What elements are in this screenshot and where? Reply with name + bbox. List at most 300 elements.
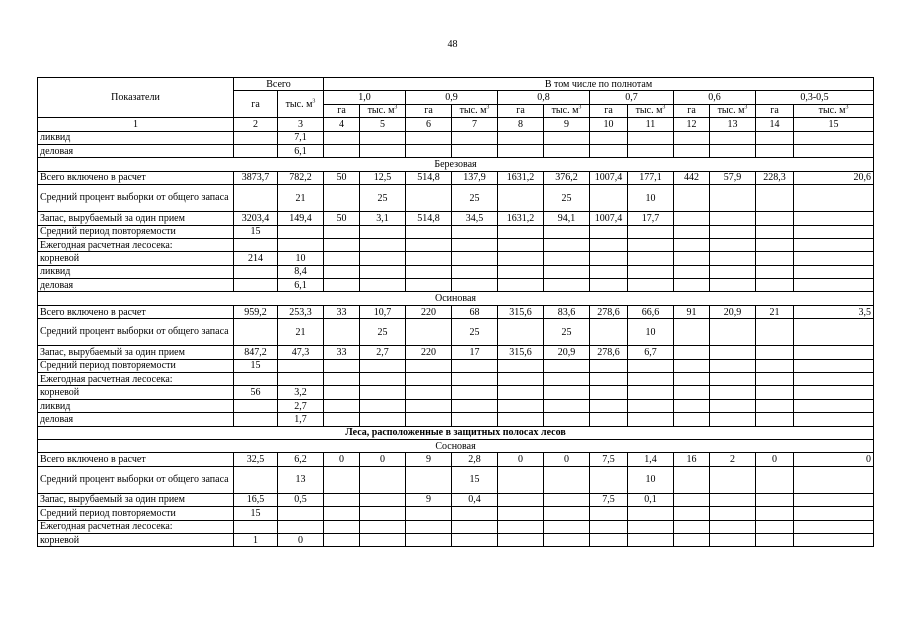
- table-row: [38, 493, 874, 506]
- row-label: деловая: [38, 144, 234, 157]
- row-label: Ежегодная расчетная лесосека:: [38, 238, 234, 251]
- table-cell: 7,5: [590, 493, 628, 506]
- table-cell: 34,5: [452, 212, 498, 225]
- table-cell: [360, 359, 406, 372]
- unit-ha: га: [406, 104, 452, 117]
- table-cell: [324, 238, 360, 251]
- table-cell: 16: [674, 453, 710, 466]
- table-row: [38, 453, 874, 466]
- table-cell: [590, 466, 628, 493]
- table-cell: 21: [278, 185, 324, 212]
- table-cell: [794, 252, 874, 265]
- table-cell: [360, 520, 406, 533]
- header-total-ha: га: [234, 91, 278, 118]
- row-label: Средний процент выборки от общего запаса: [38, 466, 234, 493]
- table-cell: 15: [234, 225, 278, 238]
- table-cell: 0: [544, 453, 590, 466]
- table-cell: [406, 265, 452, 278]
- table-cell: [710, 225, 756, 238]
- table-cell: [794, 319, 874, 346]
- table-cell: [710, 279, 756, 292]
- table-cell: [794, 131, 874, 144]
- table-cell: 10: [628, 185, 674, 212]
- table-cell: 0,4: [452, 493, 498, 506]
- table-cell: [710, 252, 756, 265]
- table-cell: [794, 185, 874, 212]
- table-cell: [360, 386, 406, 399]
- table-cell: 20,9: [710, 305, 756, 318]
- table-cell: [756, 399, 794, 412]
- table-row: [38, 319, 874, 346]
- table-cell: [498, 493, 544, 506]
- table-cell: [234, 399, 278, 412]
- table-cell: 782,2: [278, 171, 324, 184]
- table-cell: [710, 466, 756, 493]
- table-cell: 94,1: [544, 212, 590, 225]
- table-cell: [794, 507, 874, 520]
- table-cell: 6,1: [278, 144, 324, 157]
- table-cell: [794, 533, 874, 546]
- table-cell: [324, 466, 360, 493]
- table-cell: 33: [324, 346, 360, 359]
- header-density-0-8: 0,8: [498, 91, 590, 104]
- table-cell: [628, 386, 674, 399]
- table-cell: [710, 319, 756, 346]
- table-cell: [756, 279, 794, 292]
- table-cell: [794, 144, 874, 157]
- table-cell: [324, 399, 360, 412]
- table-cell: [406, 225, 452, 238]
- table-cell: 32,5: [234, 453, 278, 466]
- table-cell: [324, 533, 360, 546]
- table-cell: [674, 265, 710, 278]
- table-cell: [360, 493, 406, 506]
- table-cell: [710, 265, 756, 278]
- table-cell: [756, 359, 794, 372]
- table-row: [38, 533, 874, 546]
- page-number: 48: [447, 39, 458, 50]
- table-cell: 20,9: [544, 346, 590, 359]
- table-cell: 0: [756, 453, 794, 466]
- column-number: 1: [38, 118, 234, 131]
- table-cell: [544, 399, 590, 412]
- table-cell: 21: [278, 319, 324, 346]
- table-row: [38, 386, 874, 399]
- header-density-0-9: 0,9: [406, 91, 498, 104]
- row-label: корневой: [38, 386, 234, 399]
- table-cell: 6,7: [628, 346, 674, 359]
- column-number: 4: [324, 118, 360, 131]
- table-cell: [674, 185, 710, 212]
- table-cell: [590, 507, 628, 520]
- table-cell: 15: [234, 507, 278, 520]
- table-cell: [406, 252, 452, 265]
- table-cell: 3203,4: [234, 212, 278, 225]
- table-cell: 10,7: [360, 305, 406, 318]
- table-cell: [360, 238, 406, 251]
- table-cell: [794, 493, 874, 506]
- column-number: 14: [756, 118, 794, 131]
- table-cell: [234, 319, 278, 346]
- column-number: 12: [674, 118, 710, 131]
- table-cell: [544, 225, 590, 238]
- table-cell: 25: [452, 185, 498, 212]
- table-cell: 177,1: [628, 171, 674, 184]
- table-cell: [590, 373, 628, 386]
- table-cell: 16,5: [234, 493, 278, 506]
- table-cell: [628, 359, 674, 372]
- table-cell: [452, 533, 498, 546]
- table-cell: 2,7: [360, 346, 406, 359]
- table-row: [38, 466, 874, 493]
- table-row: [38, 520, 874, 533]
- column-number: 9: [544, 118, 590, 131]
- table-cell: [590, 252, 628, 265]
- column-number: 13: [710, 118, 756, 131]
- table-cell: [674, 507, 710, 520]
- table-cell: 0: [794, 453, 874, 466]
- table-cell: [756, 466, 794, 493]
- table-row: [38, 305, 874, 318]
- table-cell: [498, 386, 544, 399]
- row-label: Всего включено в расчет: [38, 453, 234, 466]
- table-cell: [628, 131, 674, 144]
- table-cell: [324, 413, 360, 426]
- allowable-cut-table: [37, 77, 874, 547]
- table-cell: [406, 359, 452, 372]
- table-cell: 17,7: [628, 212, 674, 225]
- row-label: Запас, вырубаемый за один прием: [38, 493, 234, 506]
- column-number: 5: [360, 118, 406, 131]
- table-cell: [324, 185, 360, 212]
- table-cell: [794, 238, 874, 251]
- table-cell: [324, 319, 360, 346]
- table-cell: [674, 520, 710, 533]
- table-cell: 25: [452, 319, 498, 346]
- table-cell: [452, 507, 498, 520]
- table-cell: [498, 279, 544, 292]
- table-cell: 25: [544, 319, 590, 346]
- table-cell: [756, 265, 794, 278]
- table-cell: [628, 533, 674, 546]
- table-cell: 6,1: [278, 279, 324, 292]
- unit-ha: га: [756, 104, 794, 117]
- table-cell: [406, 279, 452, 292]
- table-cell: [452, 265, 498, 278]
- section-title: Леса, расположенные в защитных полосах лесов: [38, 426, 874, 439]
- table-cell: [234, 520, 278, 533]
- table-cell: [710, 533, 756, 546]
- table-cell: [234, 265, 278, 278]
- table-cell: [498, 466, 544, 493]
- table-cell: [628, 279, 674, 292]
- table-cell: [360, 225, 406, 238]
- table-cell: 1,7: [278, 413, 324, 426]
- table-cell: [452, 279, 498, 292]
- table-row: [38, 373, 874, 386]
- table-cell: [710, 238, 756, 251]
- table-cell: [544, 359, 590, 372]
- table-cell: [406, 466, 452, 493]
- table-row: [38, 413, 874, 426]
- table-cell: 278,6: [590, 346, 628, 359]
- table-cell: [360, 373, 406, 386]
- header-indicators: Показатели: [38, 78, 234, 118]
- table-cell: [544, 533, 590, 546]
- table-cell: [406, 386, 452, 399]
- table-cell: [794, 359, 874, 372]
- table-cell: [674, 493, 710, 506]
- table-cell: [756, 373, 794, 386]
- table-row: [38, 346, 874, 359]
- table-cell: [628, 520, 674, 533]
- table-cell: [360, 279, 406, 292]
- row-label: ликвид: [38, 265, 234, 278]
- table-cell: [324, 225, 360, 238]
- column-number: 6: [406, 118, 452, 131]
- row-label: Средний период повторяемости: [38, 507, 234, 520]
- table-row: [38, 265, 874, 278]
- table-cell: [794, 466, 874, 493]
- table-cell: [590, 399, 628, 412]
- table-cell: [710, 346, 756, 359]
- unit-ha: га: [674, 104, 710, 117]
- table-cell: [544, 507, 590, 520]
- section-title: Сосновая: [38, 439, 874, 452]
- table-cell: [674, 252, 710, 265]
- table-cell: [234, 373, 278, 386]
- table-cell: [674, 238, 710, 251]
- table-cell: [278, 225, 324, 238]
- table-cell: [590, 520, 628, 533]
- table-cell: [452, 399, 498, 412]
- table-cell: 25: [360, 319, 406, 346]
- table-cell: 3,2: [278, 386, 324, 399]
- unit-m3: тыс. $м^3$: [360, 104, 406, 117]
- unit-ha: га: [324, 104, 360, 117]
- table-row: [38, 171, 874, 184]
- table-cell: [324, 144, 360, 157]
- table-cell: 1: [234, 533, 278, 546]
- table-cell: [710, 373, 756, 386]
- table-cell: [710, 507, 756, 520]
- table-cell: [406, 520, 452, 533]
- table-cell: [498, 413, 544, 426]
- table-cell: [324, 359, 360, 372]
- table-cell: [544, 520, 590, 533]
- table-cell: [794, 413, 874, 426]
- table-cell: [544, 144, 590, 157]
- table-cell: 50: [324, 171, 360, 184]
- header-by-density: В том числе по полнотам: [324, 78, 874, 91]
- table-cell: [544, 386, 590, 399]
- table-cell: [794, 520, 874, 533]
- table-cell: [360, 131, 406, 144]
- row-label: Запас, вырубаемый за один прием: [38, 346, 234, 359]
- table-cell: [360, 413, 406, 426]
- table-cell: 91: [674, 305, 710, 318]
- table-cell: 33: [324, 305, 360, 318]
- table-row: [38, 279, 874, 292]
- table-cell: [498, 131, 544, 144]
- table-cell: [628, 144, 674, 157]
- table-cell: [544, 238, 590, 251]
- unit-m3: тыс. $м^3$: [628, 104, 674, 117]
- table-cell: [674, 212, 710, 225]
- row-label: Всего включено в расчет: [38, 305, 234, 318]
- table-cell: [452, 252, 498, 265]
- table-cell: 7,5: [590, 453, 628, 466]
- table-cell: [590, 319, 628, 346]
- row-label: Средний период повторяемости: [38, 225, 234, 238]
- table-cell: [756, 520, 794, 533]
- section-row: [38, 426, 874, 439]
- table-cell: [590, 131, 628, 144]
- table-cell: [324, 493, 360, 506]
- table-cell: [674, 386, 710, 399]
- unit-ha: га: [498, 104, 544, 117]
- table-cell: [794, 225, 874, 238]
- column-number: 15: [794, 118, 874, 131]
- table-cell: [324, 386, 360, 399]
- column-number: 10: [590, 118, 628, 131]
- table-cell: [756, 386, 794, 399]
- table-cell: 315,6: [498, 305, 544, 318]
- table-cell: [544, 413, 590, 426]
- table-cell: 9: [406, 453, 452, 466]
- table-cell: [278, 238, 324, 251]
- table-cell: [710, 493, 756, 506]
- table-cell: 214: [234, 252, 278, 265]
- table-cell: [234, 466, 278, 493]
- table-cell: [498, 225, 544, 238]
- table-cell: [278, 520, 324, 533]
- table-cell: 1007,4: [590, 212, 628, 225]
- table-cell: 66,6: [628, 305, 674, 318]
- table-cell: 20,6: [794, 171, 874, 184]
- table-cell: [590, 413, 628, 426]
- table-cell: [498, 399, 544, 412]
- table-cell: [674, 399, 710, 412]
- table-cell: [406, 413, 452, 426]
- table-row: [38, 144, 874, 157]
- table-cell: [794, 212, 874, 225]
- table-cell: [674, 359, 710, 372]
- table-cell: [628, 413, 674, 426]
- table-cell: [324, 265, 360, 278]
- unit-m3: тыс. $м^3$: [794, 104, 874, 117]
- table-cell: 3,5: [794, 305, 874, 318]
- table-cell: 278,6: [590, 305, 628, 318]
- table-cell: 1631,2: [498, 212, 544, 225]
- table-cell: [452, 413, 498, 426]
- table-cell: [794, 373, 874, 386]
- table-body: [38, 131, 874, 547]
- table-row: [38, 185, 874, 212]
- table-cell: [710, 185, 756, 212]
- row-label: ликвид: [38, 399, 234, 412]
- row-label: ликвид: [38, 131, 234, 144]
- table-cell: [544, 252, 590, 265]
- table-cell: 0,5: [278, 493, 324, 506]
- table-cell: 25: [544, 185, 590, 212]
- table-cell: [590, 238, 628, 251]
- table-cell: [452, 359, 498, 372]
- table-cell: [498, 533, 544, 546]
- table-cell: 15: [452, 466, 498, 493]
- table-cell: [452, 225, 498, 238]
- table-cell: [710, 386, 756, 399]
- table-row: [38, 399, 874, 412]
- table-cell: [498, 520, 544, 533]
- table-cell: [452, 386, 498, 399]
- table-cell: [590, 533, 628, 546]
- table-cell: [710, 131, 756, 144]
- table-cell: 8,4: [278, 265, 324, 278]
- table-cell: [756, 131, 794, 144]
- table-cell: 149,4: [278, 212, 324, 225]
- table-cell: [544, 373, 590, 386]
- table-cell: [794, 279, 874, 292]
- table-cell: [674, 144, 710, 157]
- table-header: [38, 78, 874, 132]
- header-density-0-6: 0,6: [674, 91, 756, 104]
- table-cell: [498, 319, 544, 346]
- table-cell: [324, 507, 360, 520]
- table-cell: [756, 225, 794, 238]
- table-cell: 0: [324, 453, 360, 466]
- table-cell: 10: [278, 252, 324, 265]
- section-title: Березовая: [38, 158, 874, 171]
- table-cell: [406, 373, 452, 386]
- column-number: 8: [498, 118, 544, 131]
- table-cell: 228,3: [756, 171, 794, 184]
- table-cell: [794, 399, 874, 412]
- row-label: Средний период повторяемости: [38, 359, 234, 372]
- section-row: [38, 439, 874, 452]
- table-cell: [674, 279, 710, 292]
- header-density-0-3-0-5: 0,3-0,5: [756, 91, 874, 104]
- table-cell: 1,4: [628, 453, 674, 466]
- table-cell: 1007,4: [590, 171, 628, 184]
- table-cell: [710, 359, 756, 372]
- table-cell: [674, 346, 710, 359]
- table-cell: [674, 413, 710, 426]
- table-cell: [674, 373, 710, 386]
- table-cell: 68: [452, 305, 498, 318]
- table-cell: [756, 252, 794, 265]
- row-label: Ежегодная расчетная лесосека:: [38, 373, 234, 386]
- table-cell: [498, 185, 544, 212]
- table-cell: [756, 212, 794, 225]
- table-row: [38, 252, 874, 265]
- table-cell: [360, 466, 406, 493]
- row-label: деловая: [38, 413, 234, 426]
- table-cell: [234, 144, 278, 157]
- table-cell: [406, 131, 452, 144]
- table-cell: [324, 373, 360, 386]
- table-cell: 514,8: [406, 212, 452, 225]
- table-cell: [710, 413, 756, 426]
- column-number: 11: [628, 118, 674, 131]
- table-cell: [590, 265, 628, 278]
- table-cell: [710, 144, 756, 157]
- table-cell: 959,2: [234, 305, 278, 318]
- table-cell: [452, 373, 498, 386]
- table-cell: 56: [234, 386, 278, 399]
- table-cell: [452, 520, 498, 533]
- table-cell: [756, 493, 794, 506]
